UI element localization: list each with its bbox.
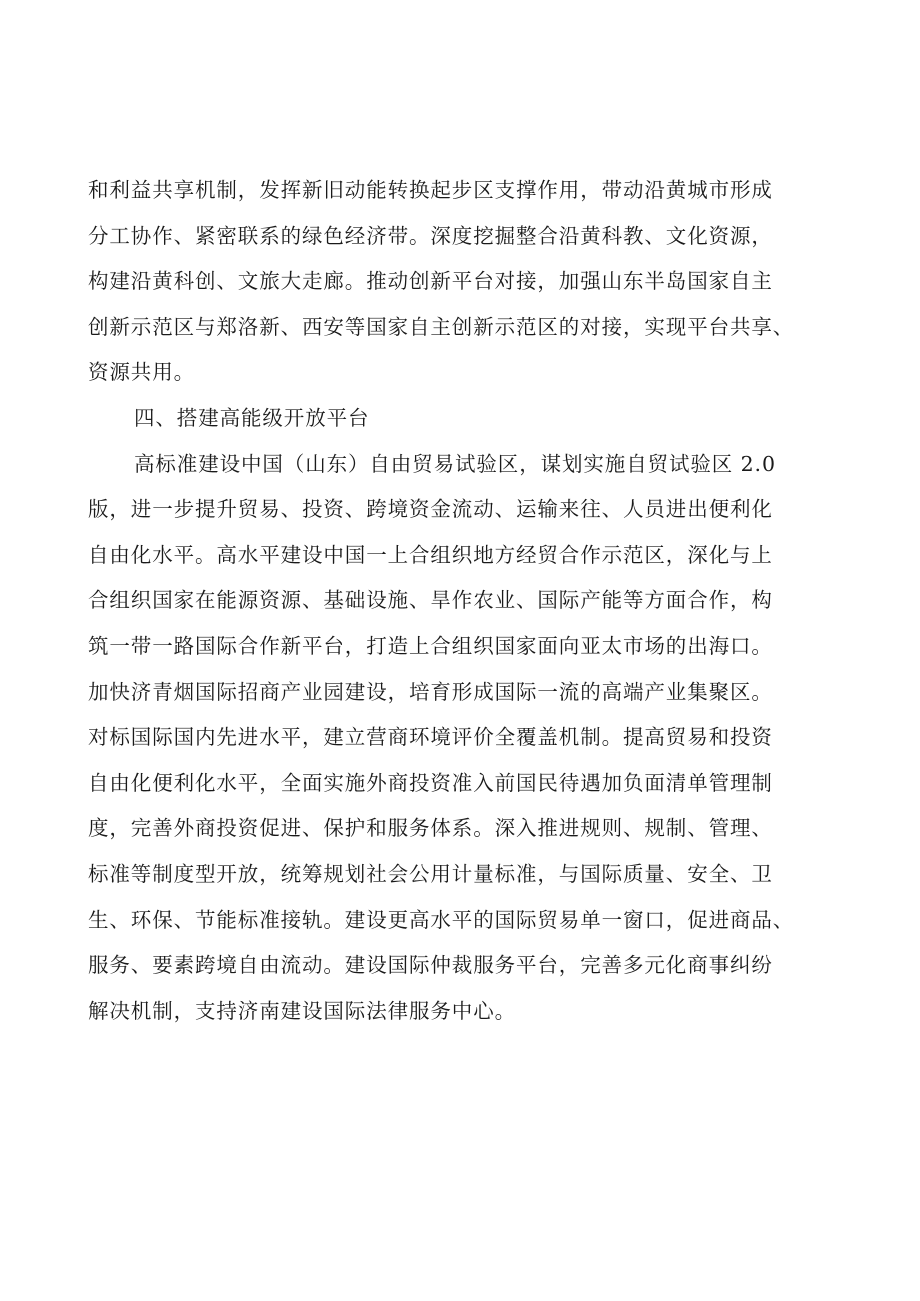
paragraph-line: 资源共用。 [88,360,195,385]
section-heading: 四、搭建高能级开放平台 [134,405,370,430]
paragraph-1 [88,168,848,396]
paragraph-line: 服务、要素跨境自由流动。建设国际仲裁服务平台，完善多元化商事纠纷 [88,953,773,978]
paragraph-line: 分工协作、紧密联系的绿色经济带。深度挖掘整合沿黄科教、文化资源， [88,223,773,248]
paragraph-line: 标准等制度型开放，统筹规划社会公用计量标准，与国际质量、安全、卫 [88,861,773,886]
paragraph-line: 加快济青烟国际招商产业园建设，培育形成国际一流的高端产业集聚区。 [88,679,773,704]
paragraph-line: 高标准建设中国（山东）自由贸易试验区，谋划实施自贸试验区 2.0 [134,451,776,476]
paragraph-line: 解决机制，支持济南建设国际法律服务中心。 [88,998,516,1023]
paragraph-line: 自由化水平。高水平建设中国一上合组织地方经贸合作示范区，深化与上 [88,542,773,567]
paragraph-line: 构建沿黄科创、文旅大走廊。推动创新平台对接，加强山东半岛国家自主 [88,269,773,294]
paragraph-line: 合组织国家在能源资源、基础设施、旱作农业、国际产能等方面合作，构 [88,588,773,613]
paragraph-line: 自由化便利化水平，全面实施外商投资准入前国民待遇加负面清单管理制 [88,770,773,795]
paragraph-line: 对标国际国内先进水平，建立营商环境评价全覆盖机制。提高贸易和投资 [88,725,773,750]
paragraph-line: 生、环保、节能标准接轨。建设更高水平的国际贸易单一窗口，促进商品、 [88,907,795,932]
paragraph-line: 度，完善外商投资促进、保护和服务体系。深入推进规则、规制、管理、 [88,816,773,841]
paragraph-2 [88,442,848,1035]
paragraph-line: 筑一带一路国际合作新平台，打造上合组织国家面向亚太市场的出海口。 [88,633,773,658]
paragraph-line: 和利益共享机制，发挥新旧动能转换起步区支撑作用，带动沿黄城市形成 [88,178,773,202]
paragraph-line: 版，进一步提升贸易、投资、跨境资金流动、运输来往、人员进出便利化 [88,497,773,522]
paragraph-line: 创新示范区与郑洛新、西安等国家自主创新示范区的对接，实现平台共享、 [88,314,795,339]
document-body [88,168,848,1034]
